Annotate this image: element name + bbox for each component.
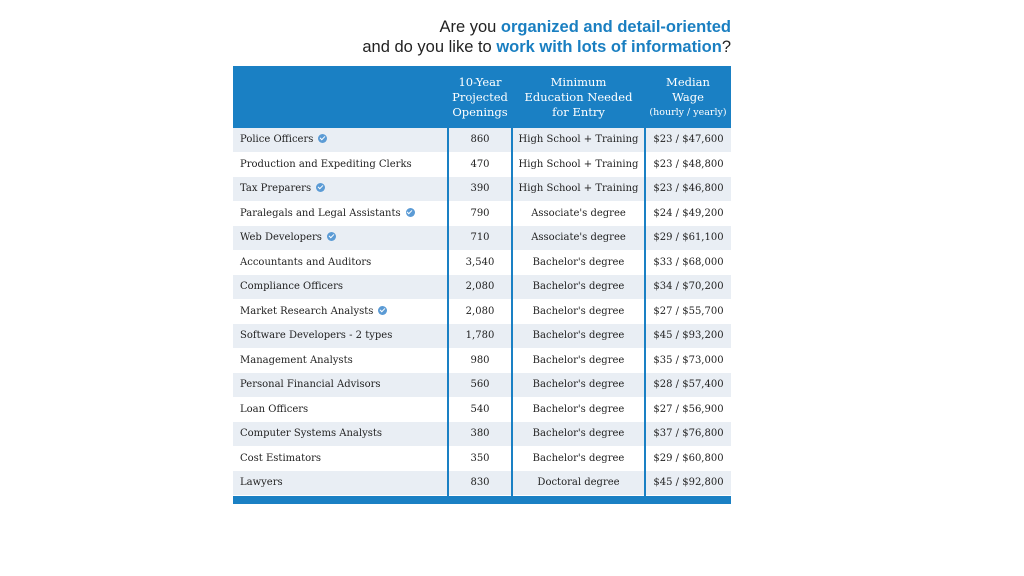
cell-wage: $37 / $76,800 [645,422,731,447]
job-title: Web Developers [240,232,322,244]
table-row [233,201,731,226]
job-title: Computer Systems Analysts [240,428,383,440]
job-title: Lawyers [240,477,283,489]
cell-job [233,177,448,202]
cell-openings: 2,080 [448,299,512,324]
cell-education: Bachelor's degree [512,348,645,373]
header-line: Minimum [550,74,607,89]
occupation-table [233,66,731,496]
header-education [512,66,645,128]
table-header-row [233,66,731,128]
cell-education: Bachelor's degree [512,250,645,275]
cell-job [233,250,448,275]
cell-job [233,397,448,422]
cell-education: Associate's degree [512,226,645,251]
cell-wage: $28 / $57,400 [645,373,731,398]
job-title: Market Research Analysts [240,305,374,317]
cell-education: Bachelor's degree [512,275,645,300]
job-title: Personal Financial Advisors [240,379,381,391]
cell-job [233,422,448,447]
header-openings [448,66,512,128]
cell-openings: 3,540 [448,250,512,275]
cell-job [233,226,448,251]
header-line: 10-Year [458,74,502,89]
table-row [233,324,731,349]
heading-emphasis: organized and detail-oriented [500,18,731,36]
job-title: Compliance Officers [240,281,343,293]
cell-education: High School + Training [512,128,645,152]
cell-wage: $23 / $48,800 [645,152,731,177]
heading-text: ? [721,38,731,56]
cell-openings: 350 [448,446,512,471]
table-row [233,373,731,398]
cell-wage: $33 / $68,000 [645,250,731,275]
cell-wage: $34 / $70,200 [645,275,731,300]
cell-openings: 390 [448,177,512,202]
check-badge-icon [327,232,336,241]
cell-openings: 380 [448,422,512,447]
cell-openings: 830 [448,471,512,496]
cell-wage: $23 / $47,600 [645,128,731,152]
job-title: Police Officers [240,134,314,146]
cell-education: Bachelor's degree [512,422,645,447]
check-badge-icon [316,183,325,192]
table-row [233,250,731,275]
cell-openings: 560 [448,373,512,398]
header-line: Education Needed [524,89,633,104]
cell-wage: $45 / $93,200 [645,324,731,349]
cell-job [233,299,448,324]
check-badge-icon [406,208,415,217]
cell-job [233,373,448,398]
cell-education: Bachelor's degree [512,397,645,422]
cell-wage: $29 / $60,800 [645,446,731,471]
table-row [233,226,731,251]
job-title: Paralegals and Legal Assistants [240,207,401,219]
cell-job [233,275,448,300]
header-line: Projected [452,89,508,104]
cell-education: Bachelor's degree [512,373,645,398]
table-row [233,397,731,422]
cell-openings: 470 [448,152,512,177]
cell-openings: 710 [448,226,512,251]
cell-openings: 2,080 [448,275,512,300]
job-title: Tax Preparers [240,183,312,195]
cell-wage: $29 / $61,100 [645,226,731,251]
cell-job [233,201,448,226]
job-title: Cost Estimators [240,452,322,464]
table-row [233,275,731,300]
check-badge-icon [378,306,387,315]
cell-wage: $24 / $49,200 [645,201,731,226]
table-row [233,152,731,177]
cell-openings: 860 [448,128,512,152]
heading-line-1 [300,17,731,37]
heading-text: Are you [439,18,501,36]
cell-job [233,348,448,373]
table-row [233,177,731,202]
cell-education: Bachelor's degree [512,299,645,324]
job-title: Management Analysts [240,354,353,366]
cell-education: Bachelor's degree [512,324,645,349]
header-line: for Entry [552,104,605,119]
job-title: Software Developers - 2 types [240,330,393,342]
header-line: Wage [672,89,704,104]
header-line: Median [666,74,710,89]
cell-openings: 540 [448,397,512,422]
check-badge-icon [318,134,327,143]
header-wage [645,66,731,128]
cell-job [233,471,448,496]
cell-education: High School + Training [512,177,645,202]
cell-wage: $27 / $56,900 [645,397,731,422]
table-row [233,348,731,373]
cell-wage: $27 / $55,700 [645,299,731,324]
table-row [233,446,731,471]
cell-wage: $23 / $46,800 [645,177,731,202]
cell-openings: 790 [448,201,512,226]
cell-wage: $45 / $92,800 [645,471,731,496]
table-row [233,422,731,447]
cell-education: Doctoral degree [512,471,645,496]
cell-education: Bachelor's degree [512,446,645,471]
cell-education: High School + Training [512,152,645,177]
heading-text: and do you like to [362,38,497,56]
table-body [233,128,731,495]
job-title: Accountants and Auditors [240,256,372,268]
occupation-table-panel [233,66,731,504]
cell-openings: 1,780 [448,324,512,349]
table-row [233,299,731,324]
cell-education: Associate's degree [512,201,645,226]
job-title: Production and Expediting Clerks [240,158,412,170]
table-row [233,128,731,152]
cell-wage: $35 / $73,000 [645,348,731,373]
header-job [233,66,448,128]
cell-job [233,446,448,471]
page-heading [300,17,731,57]
cell-job [233,324,448,349]
heading-emphasis: work with lots of information [496,38,722,56]
cell-openings: 980 [448,348,512,373]
heading-line-2 [300,37,731,57]
header-line: Openings [452,104,508,119]
cell-job [233,128,448,152]
cell-job [233,152,448,177]
header-line: (hourly / yearly) [649,106,727,118]
table-row [233,471,731,496]
job-title: Loan Officers [240,403,309,415]
